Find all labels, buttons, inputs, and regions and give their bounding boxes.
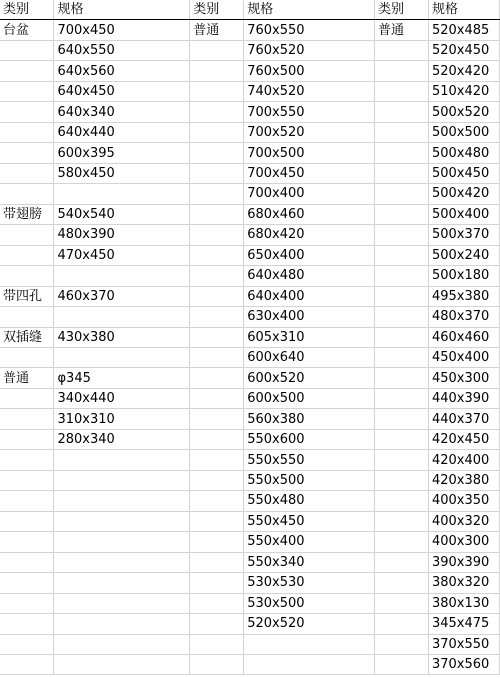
category-cell[interactable] [190, 225, 244, 245]
table-row [0, 409, 500, 429]
spec-cell[interactable]: 700x550 [244, 102, 375, 122]
category-cell[interactable] [190, 102, 244, 122]
spec-cell[interactable]: 760x550 [244, 20, 375, 40]
table-row [0, 143, 500, 163]
category-cell[interactable]: 双插缝 [0, 327, 54, 347]
spec-cell[interactable]: 280x340 [54, 429, 190, 449]
category-cell[interactable] [375, 122, 429, 142]
category-cell[interactable] [0, 388, 54, 408]
spec-cell[interactable]: 600x395 [54, 143, 190, 163]
category-cell[interactable] [0, 429, 54, 449]
category-cell[interactable] [190, 40, 244, 60]
spec-cell[interactable] [54, 511, 190, 531]
spec-cell[interactable]: 380x320 [428, 573, 499, 593]
spec-cell[interactable]: 550x600 [244, 429, 375, 449]
category-cell[interactable] [190, 511, 244, 531]
category-cell[interactable] [190, 634, 244, 654]
category-cell[interactable] [0, 40, 54, 60]
table-row [0, 307, 500, 327]
spec-cell[interactable]: 530x530 [244, 573, 375, 593]
spec-cell[interactable]: 470x450 [54, 245, 190, 265]
category-cell[interactable] [375, 266, 429, 286]
spec-cell[interactable]: 500x450 [428, 163, 499, 183]
spec-cell[interactable]: 420x400 [428, 450, 499, 470]
spec-cell[interactable]: 560x380 [244, 409, 375, 429]
category-cell[interactable] [375, 225, 429, 245]
spec-cell[interactable] [54, 347, 190, 367]
header-spec-cell[interactable]: 规格 [54, 0, 190, 20]
spec-cell[interactable]: 450x400 [428, 347, 499, 367]
category-cell[interactable] [375, 573, 429, 593]
table-row [0, 552, 500, 572]
category-cell[interactable]: 带四孔 [0, 286, 54, 306]
spec-cell[interactable]: 500x420 [428, 184, 499, 204]
category-cell[interactable] [190, 81, 244, 101]
category-cell[interactable]: 普通 [0, 368, 54, 388]
spec-cell[interactable]: 520x450 [428, 40, 499, 60]
category-cell[interactable] [375, 143, 429, 163]
spec-cell[interactable]: 640x340 [54, 102, 190, 122]
category-cell[interactable] [375, 368, 429, 388]
header-category-cell[interactable]: 类别 [190, 0, 244, 20]
category-cell[interactable] [190, 143, 244, 163]
spec-cell[interactable]: 370x550 [428, 634, 499, 654]
category-cell[interactable] [375, 634, 429, 654]
header-row [0, 0, 500, 20]
spec-cell[interactable]: 630x400 [244, 307, 375, 327]
spec-cell[interactable]: 550x500 [244, 470, 375, 490]
spec-cell[interactable]: 740x520 [244, 81, 375, 101]
category-cell[interactable] [190, 470, 244, 490]
category-cell[interactable] [190, 429, 244, 449]
spec-cell[interactable] [54, 470, 190, 490]
category-cell[interactable] [375, 102, 429, 122]
spec-cell[interactable] [244, 634, 375, 654]
category-cell[interactable] [0, 163, 54, 183]
category-cell[interactable] [0, 225, 54, 245]
table-row [0, 614, 500, 634]
table-row [0, 163, 500, 183]
spec-cell[interactable]: 310x310 [54, 409, 190, 429]
spec-cell[interactable] [54, 573, 190, 593]
category-cell[interactable] [375, 532, 429, 552]
category-cell[interactable] [375, 614, 429, 634]
category-cell[interactable] [375, 245, 429, 265]
category-cell[interactable] [0, 593, 54, 613]
spec-cell[interactable]: 440x390 [428, 388, 499, 408]
category-cell[interactable] [190, 347, 244, 367]
spec-cell[interactable] [54, 532, 190, 552]
spec-cell[interactable]: 380x130 [428, 593, 499, 613]
category-cell[interactable] [190, 593, 244, 613]
spec-cell[interactable] [54, 593, 190, 613]
table-row [0, 327, 500, 347]
table-row [0, 266, 500, 286]
spec-cell[interactable]: 530x500 [244, 593, 375, 613]
spec-cell[interactable]: 640x450 [54, 81, 190, 101]
category-cell[interactable] [190, 450, 244, 470]
table-row [0, 61, 500, 81]
category-cell[interactable] [190, 388, 244, 408]
category-cell[interactable] [375, 593, 429, 613]
spec-cell[interactable]: 345x475 [428, 614, 499, 634]
spec-cell[interactable]: 480x390 [54, 225, 190, 245]
category-cell[interactable] [375, 429, 429, 449]
spec-cell[interactable]: 400x300 [428, 532, 499, 552]
spec-cell[interactable]: 640x480 [244, 266, 375, 286]
table-row [0, 245, 500, 265]
category-cell[interactable] [190, 122, 244, 142]
spec-cell[interactable]: 640x550 [54, 40, 190, 60]
category-cell[interactable]: 普通 [375, 20, 429, 40]
spec-cell[interactable] [54, 266, 190, 286]
spec-cell[interactable] [54, 552, 190, 572]
spec-cell[interactable]: 605x310 [244, 327, 375, 347]
table-row [0, 573, 500, 593]
spec-cell[interactable]: 390x390 [428, 552, 499, 572]
category-cell[interactable] [0, 409, 54, 429]
category-cell[interactable] [190, 573, 244, 593]
category-cell[interactable] [375, 655, 429, 675]
category-cell[interactable] [375, 204, 429, 224]
spec-cell[interactable]: 400x320 [428, 511, 499, 531]
spec-cell[interactable]: 550x340 [244, 552, 375, 572]
category-cell[interactable] [190, 368, 244, 388]
spec-cell[interactable] [54, 655, 190, 675]
spec-cell[interactable]: 420x380 [428, 470, 499, 490]
category-cell[interactable] [375, 184, 429, 204]
category-cell[interactable] [0, 61, 54, 81]
spec-cell[interactable]: 500x240 [428, 245, 499, 265]
category-cell[interactable] [375, 286, 429, 306]
category-cell[interactable] [0, 552, 54, 572]
spec-cell[interactable]: 700x520 [244, 122, 375, 142]
spec-cell[interactable]: 500x370 [428, 225, 499, 245]
table-row [0, 102, 500, 122]
spec-cell[interactable]: 550x550 [244, 450, 375, 470]
spec-cell[interactable]: φ345 [54, 368, 190, 388]
spec-cell[interactable]: 640x440 [54, 122, 190, 142]
category-cell[interactable] [375, 163, 429, 183]
category-cell[interactable] [0, 102, 54, 122]
header-spec-cell[interactable]: 规格 [244, 0, 375, 20]
spec-cell[interactable]: 500x480 [428, 143, 499, 163]
category-cell[interactable] [0, 143, 54, 163]
table-row [0, 470, 500, 490]
spec-cell[interactable]: 550x480 [244, 491, 375, 511]
spec-cell[interactable]: 520x420 [428, 61, 499, 81]
table-row [0, 184, 500, 204]
spec-cell[interactable]: 460x370 [54, 286, 190, 306]
category-cell[interactable] [190, 245, 244, 265]
category-cell[interactable] [0, 266, 54, 286]
category-cell[interactable] [375, 307, 429, 327]
spec-cell[interactable]: 680x420 [244, 225, 375, 245]
category-cell[interactable] [0, 245, 54, 265]
category-cell[interactable] [375, 81, 429, 101]
spec-cell[interactable]: 420x450 [428, 429, 499, 449]
category-cell[interactable]: 带翅膀 [0, 204, 54, 224]
category-cell[interactable] [0, 491, 54, 511]
table-row [0, 20, 500, 40]
spec-cell[interactable]: 400x350 [428, 491, 499, 511]
spec-cell[interactable]: 440x370 [428, 409, 499, 429]
category-cell[interactable] [375, 61, 429, 81]
spec-cell[interactable]: 550x450 [244, 511, 375, 531]
spec-cell[interactable]: 540x540 [54, 204, 190, 224]
category-cell[interactable] [375, 491, 429, 511]
header-category-cell[interactable]: 类别 [0, 0, 54, 20]
category-cell[interactable] [0, 184, 54, 204]
spec-cell[interactable]: 600x500 [244, 388, 375, 408]
category-cell[interactable] [0, 122, 54, 142]
table-row [0, 204, 500, 224]
spec-cell[interactable] [54, 307, 190, 327]
table-row [0, 634, 500, 654]
table-row [0, 450, 500, 470]
spec-cell[interactable]: 600x520 [244, 368, 375, 388]
category-cell[interactable] [375, 450, 429, 470]
category-cell[interactable] [190, 409, 244, 429]
spec-cell[interactable]: 520x485 [428, 20, 499, 40]
category-cell[interactable] [375, 327, 429, 347]
spec-cell[interactable]: 700x400 [244, 184, 375, 204]
spec-cell[interactable]: 500x400 [428, 204, 499, 224]
category-cell[interactable] [190, 184, 244, 204]
category-cell[interactable] [190, 163, 244, 183]
spec-cell[interactable] [54, 491, 190, 511]
table-row [0, 368, 500, 388]
table-row [0, 593, 500, 613]
spec-cell[interactable]: 480x370 [428, 307, 499, 327]
header-category-cell[interactable]: 类别 [375, 0, 429, 20]
category-cell[interactable]: 台盆 [0, 20, 54, 40]
table-row [0, 122, 500, 142]
spec-cell[interactable]: 370x560 [428, 655, 499, 675]
category-cell[interactable] [0, 307, 54, 327]
category-cell[interactable] [0, 511, 54, 531]
category-cell[interactable] [375, 40, 429, 60]
table-row [0, 655, 500, 675]
category-cell[interactable] [190, 532, 244, 552]
category-cell[interactable] [0, 450, 54, 470]
spec-cell[interactable]: 340x440 [54, 388, 190, 408]
spec-cell[interactable]: 520x520 [244, 614, 375, 634]
spec-cell[interactable]: 760x500 [244, 61, 375, 81]
category-cell[interactable] [190, 552, 244, 572]
spec-cell[interactable]: 500x500 [428, 122, 499, 142]
category-cell[interactable] [0, 614, 54, 634]
category-cell[interactable] [190, 286, 244, 306]
category-cell[interactable] [190, 655, 244, 675]
table-row [0, 225, 500, 245]
category-cell[interactable]: 普通 [190, 20, 244, 40]
table-row [0, 286, 500, 306]
category-cell[interactable] [375, 388, 429, 408]
category-cell[interactable] [375, 470, 429, 490]
spec-cell[interactable]: 760x520 [244, 40, 375, 60]
spec-cell[interactable]: 450x300 [428, 368, 499, 388]
spec-cell[interactable]: 500x180 [428, 266, 499, 286]
spec-cell[interactable]: 430x380 [54, 327, 190, 347]
spec-cell[interactable] [54, 614, 190, 634]
spec-cell[interactable]: 460x460 [428, 327, 499, 347]
category-cell[interactable] [375, 347, 429, 367]
category-cell[interactable] [190, 266, 244, 286]
table-row [0, 81, 500, 101]
spec-cell[interactable] [54, 634, 190, 654]
category-cell[interactable] [190, 327, 244, 347]
spec-cell[interactable]: 510x420 [428, 81, 499, 101]
category-cell[interactable] [0, 634, 54, 654]
table-row [0, 511, 500, 531]
spec-cell[interactable] [54, 450, 190, 470]
category-cell[interactable] [190, 61, 244, 81]
spec-cell[interactable]: 680x460 [244, 204, 375, 224]
category-cell[interactable] [0, 532, 54, 552]
category-cell[interactable] [0, 655, 54, 675]
category-cell[interactable] [190, 491, 244, 511]
spec-cell[interactable]: 500x520 [428, 102, 499, 122]
table-row [0, 491, 500, 511]
category-cell[interactable] [0, 573, 54, 593]
spec-cell[interactable]: 700x450 [244, 163, 375, 183]
spec-cell[interactable] [54, 184, 190, 204]
spec-cell[interactable]: 650x400 [244, 245, 375, 265]
spec-cell[interactable]: 495x380 [428, 286, 499, 306]
category-cell[interactable] [375, 409, 429, 429]
category-cell[interactable] [190, 307, 244, 327]
header-spec-cell[interactable]: 规格 [428, 0, 499, 20]
spec-cell[interactable]: 550x400 [244, 532, 375, 552]
table-row [0, 40, 500, 60]
table-row [0, 429, 500, 449]
spec-cell[interactable]: 700x450 [54, 20, 190, 40]
table-row [0, 388, 500, 408]
spec-cell[interactable]: 640x560 [54, 61, 190, 81]
category-cell[interactable] [0, 470, 54, 490]
spec-cell[interactable]: 640x400 [244, 286, 375, 306]
spec-cell[interactable]: 600x640 [244, 347, 375, 367]
category-cell[interactable] [0, 81, 54, 101]
spec-cell[interactable] [244, 655, 375, 675]
category-cell[interactable] [0, 347, 54, 367]
table-row [0, 347, 500, 367]
category-cell[interactable] [190, 204, 244, 224]
spec-cell[interactable]: 580x450 [54, 163, 190, 183]
spec-cell[interactable]: 700x500 [244, 143, 375, 163]
category-cell[interactable] [190, 614, 244, 634]
category-cell[interactable] [375, 552, 429, 572]
category-cell[interactable] [375, 511, 429, 531]
table-row [0, 532, 500, 552]
